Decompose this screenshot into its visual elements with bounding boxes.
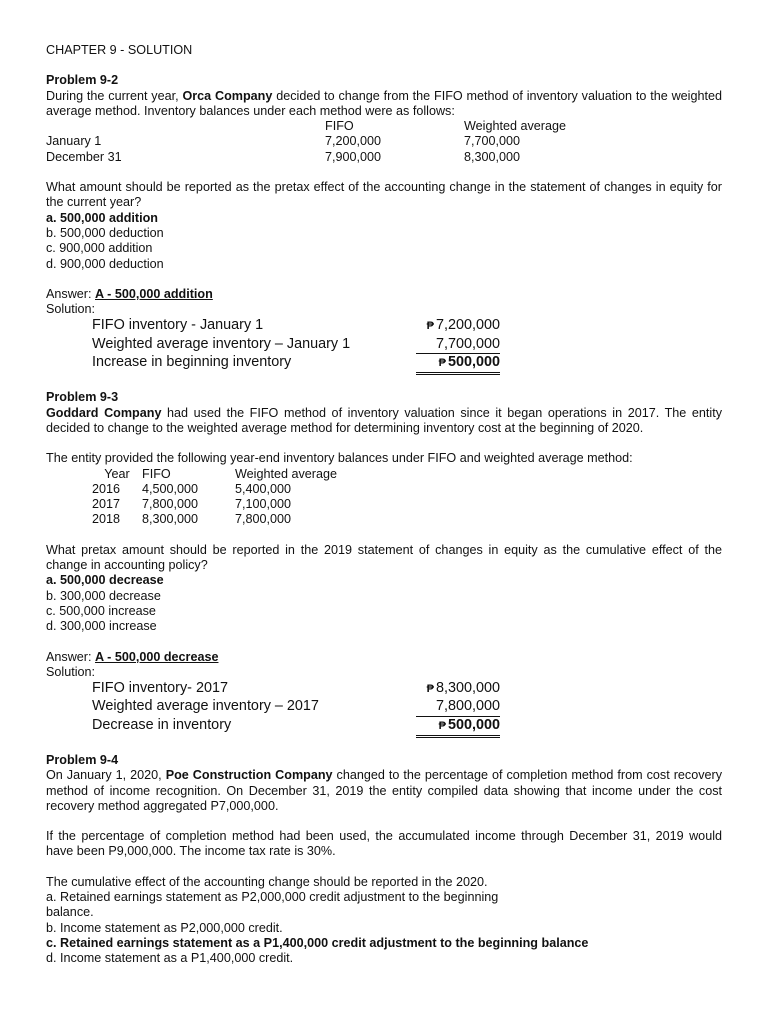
solution-row: Weighted average inventory – January 1 7,700,000	[92, 336, 500, 354]
table-cell: 8,300,000	[464, 149, 521, 164]
choice: b. Income statement as P2,000,000 credit.	[46, 920, 283, 935]
problem-heading: Problem 9-4	[46, 752, 119, 767]
table-header: Weighted average	[235, 466, 337, 481]
problem-intro: During the current year, Orca Company decided to change from the FIFO method of inventory valuation to the weighted average method. Inventory balances under each method were as follows:	[46, 88, 722, 118]
solution-label: Solution:	[46, 664, 96, 679]
choice: d. Income statement as a P1,400,000 credit.	[46, 951, 294, 966]
answer-value: A - 500,000 decrease	[95, 649, 219, 664]
table-cell: 7,200,000	[325, 134, 382, 149]
table-cell: 2017	[92, 497, 121, 512]
table-cell: 7,900,000	[325, 149, 382, 164]
peso-sign: ₱	[426, 320, 434, 333]
table-header	[46, 119, 325, 134]
solution-block	[92, 680, 722, 738]
table-header: Weighted average	[464, 119, 566, 134]
choice-correct: c. Retained earnings statement as a P1,400,000 credit adjustment to the beginning balance	[46, 935, 589, 950]
table-cell: 5,400,000	[235, 481, 292, 496]
chapter-title: CHAPTER 9 - SOLUTION	[46, 43, 193, 57]
table-cell: December 31	[46, 149, 122, 164]
problem-9-2	[46, 73, 722, 375]
peso-sign: ₱	[426, 683, 434, 696]
answer-line: Answer: A - 500,000 addition	[46, 286, 213, 301]
choice: c. 900,000 addition	[46, 241, 153, 256]
table-intro: The entity provided the following year-end inventory balances under FIFO and weighted average method:	[46, 451, 633, 466]
choice-continuation: balance.	[46, 905, 94, 920]
answer-line: Answer: A - 500,000 decrease	[46, 649, 219, 664]
table-cell: 2018	[92, 512, 121, 527]
company-name: Orca Company	[182, 88, 273, 103]
solution-row-total: Increase in beginning inventory ₱ 500,000	[92, 354, 500, 375]
choice: b. 500,000 deduction	[46, 225, 164, 240]
solution-row: FIFO inventory - January 1 ₱ 7,200,000	[92, 317, 500, 334]
problem-intro: On January 1, 2020, Poe Construction Company changed to the percentage of completion method from cost recovery method of income recognition. On December 31, 2019 the entity compiled data showing that income under the cost recovery method aggregated P7,000,000.	[46, 768, 723, 813]
problem-question: What pretax amount should be reported in the 2019 statement of changes in equity as the cumulative effect of the change in accounting policy?	[46, 542, 722, 573]
company-name: Goddard Company	[46, 405, 162, 420]
solution-label: Solution:	[46, 302, 96, 317]
problem-question: The cumulative effect of the accounting change should be reported in the 2020.	[46, 874, 488, 889]
choice: d. 300,000 increase	[46, 619, 157, 634]
problem-paragraph: If the percentage of completion method had been used, the accumulated income through December 31, 2019 would have been P9,000,000. The income tax rate is 30%.	[46, 829, 722, 859]
table-header: FIFO	[142, 466, 171, 481]
problem-intro: Goddard Company had used the FIFO method of inventory valuation since it began operations in 2017. The entity decided to change to the weighted average method for determining inventory cost at the beginning of 2020.	[46, 405, 722, 435]
peso-sign: ₱	[438, 719, 446, 732]
table-cell: January 1	[46, 134, 102, 149]
choice-correct: a. 500,000 addition	[46, 210, 158, 225]
table-header: Year	[104, 466, 130, 481]
table-cell: 7,800,000	[142, 497, 199, 512]
table-cell: 7,800,000	[235, 512, 292, 527]
inventory-table	[46, 119, 722, 165]
choice: c. 500,000 increase	[46, 603, 156, 618]
choice: b. 300,000 decrease	[46, 588, 161, 603]
problem-heading: Problem 9-2	[46, 73, 119, 88]
solution-row-total: Decrease in inventory ₱ 500,000	[92, 717, 500, 738]
problem-9-3	[46, 390, 722, 738]
table-cell: 7,700,000	[464, 134, 521, 149]
choice: d. 900,000 deduction	[46, 256, 164, 271]
company-name: Poe Construction Company	[165, 768, 333, 783]
table-header: FIFO	[325, 119, 354, 134]
table-cell: 8,300,000	[142, 512, 199, 527]
problem-heading: Problem 9-3	[46, 390, 119, 405]
peso-sign: ₱	[438, 357, 446, 370]
document-page	[46, 43, 722, 967]
problem-9-4	[46, 753, 722, 967]
choice-correct: a. 500,000 decrease	[46, 573, 164, 588]
solution-row: FIFO inventory- 2017 ₱ 8,300,000	[92, 680, 500, 697]
answer-value: A - 500,000 addition	[95, 286, 213, 301]
inventory-table	[92, 467, 722, 528]
table-cell: 2016	[92, 481, 121, 496]
solution-block	[92, 317, 722, 375]
choice: a. Retained earnings statement as P2,000,000 credit adjustment to the beginning	[46, 890, 499, 905]
table-cell: 4,500,000	[142, 481, 199, 496]
table-cell: 7,100,000	[235, 497, 292, 512]
solution-row: Weighted average inventory – 2017 7,800,000	[92, 698, 500, 716]
problem-question: What amount should be reported as the pretax effect of the accounting change in the statement of changes in equity for the current year?	[46, 180, 722, 210]
